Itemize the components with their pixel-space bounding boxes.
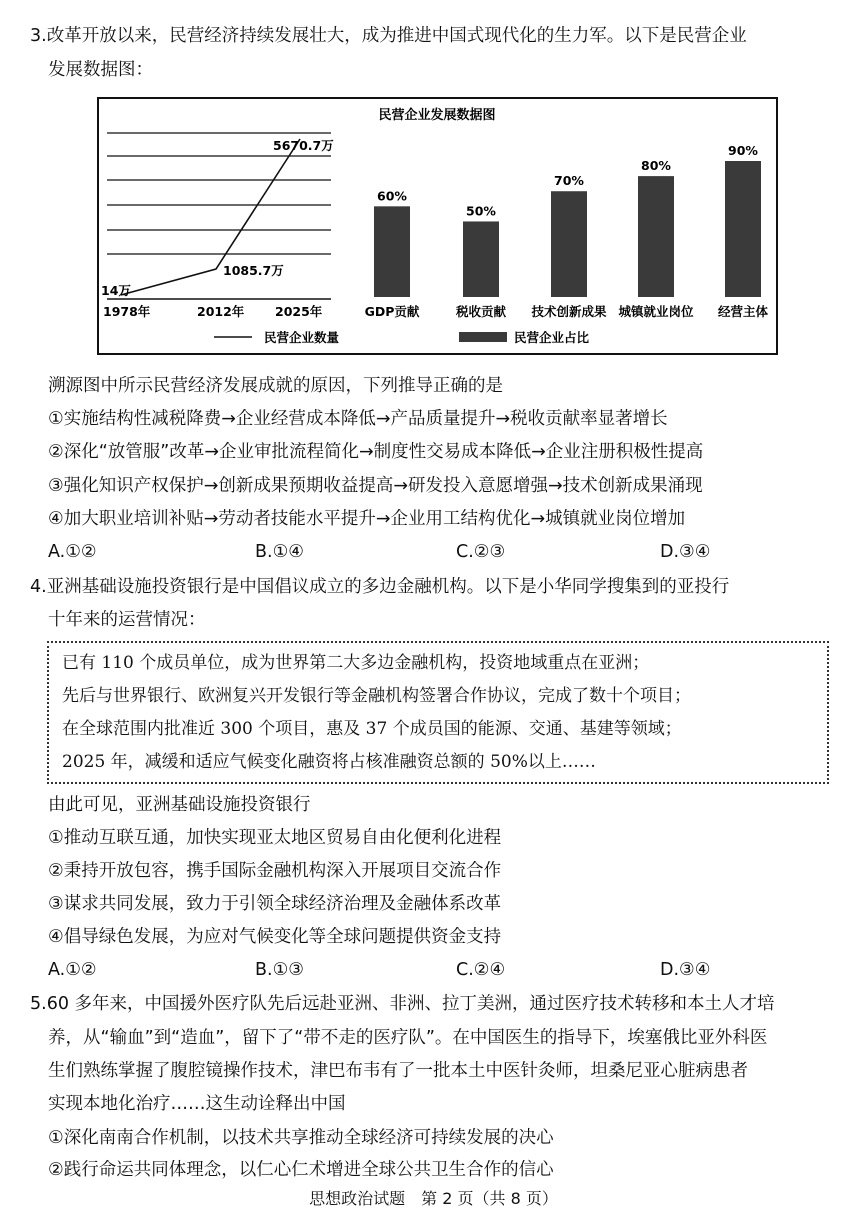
q4-stem-line2: 十年来的运营情况：	[48, 610, 206, 630]
legend-line-label: 民营企业数量	[264, 330, 340, 345]
q3-option-a[interactable]: A.①②	[48, 542, 97, 562]
bar-category-label-1: GDP贡献	[364, 304, 420, 319]
bar-value-label-2: 50%	[466, 203, 496, 219]
bar-category-label-2: 税收贡献	[455, 304, 507, 319]
q5-line-3: 生们熟练掌握了腹腔镜操作技术，津巴布韦有了一批本土中医针灸师，坦桑尼亚心脏病患者	[48, 1061, 748, 1081]
box-line-4: 2025 年，减缓和适应气候变化融资将占核准融资总额的 50%以上……	[62, 752, 596, 772]
q3-option-c[interactable]: C.②③	[456, 542, 506, 562]
line-x-1978: 1978年	[103, 304, 151, 319]
q4-option-d[interactable]: D.③④	[660, 960, 711, 980]
bar-category-label-3: 技术创新成果	[531, 304, 607, 319]
q5-item-2: ②践行命运共同体理念，以仁心仁术增进全球公共卫生合作的信心	[48, 1160, 554, 1180]
legend-bar-label: 民营企业占比	[514, 330, 590, 345]
line-label-1978: 14万	[101, 283, 131, 298]
box-line-3: 在全球范围内批准近 300 个项目，惠及 37 个成员国的能源、交通、基建等领域；	[62, 719, 682, 739]
bar-value-label-5: 90%	[728, 143, 758, 158]
q4-item-4: ④倡导绿色发展，为应对气候变化等全球问题提供资金支持	[48, 927, 502, 947]
page-footer: 思想政治试题 第 2 页（共 8 页）	[309, 1189, 558, 1208]
q3-item-2: ②深化“放管服”改革→企业审批流程简化→制度性交易成本降低→企业注册积极性提高	[48, 442, 704, 462]
q4-item-3: ③谋求共同发展，致力于引领全球经济治理及金融体系改革	[48, 894, 502, 914]
line-x-2025: 2025年	[275, 304, 323, 319]
q4-option-c[interactable]: C.②④	[456, 960, 506, 980]
q3-item-4: ④加大职业培训补贴→劳动者技能水平提升→企业用工结构优化→城镇就业岗位增加	[48, 509, 686, 529]
bar-value-label-4: 80%	[641, 158, 671, 174]
q4-question: 由此可见，亚洲基础设施投资银行	[48, 795, 311, 815]
q4-item-1: ①推动互联互通，加快实现亚太地区贸易自由化便利化进程	[48, 828, 502, 848]
q3-option-b[interactable]: B.①④	[255, 542, 304, 562]
q3-stem-line2: 发展数据图：	[48, 60, 153, 80]
bar-value-label-3: 70%	[554, 173, 584, 189]
line-label-2012: 1085.7万	[223, 263, 284, 278]
q4-item-2: ②秉持开放包容，携手国际金融机构深入开展项目交流合作	[48, 861, 502, 881]
box-line-2: 先后与世界银行、欧洲复兴开发银行等金融机构签署合作协议，完成了数十个项目；	[62, 686, 691, 706]
bar-value-label-1: 60%	[377, 188, 407, 204]
q5-line-2: 养，从“输血”到“造血”，留下了“带不走的医疗队”。在中国医生的指导下，埃塞俄比亚外科医	[48, 1028, 768, 1048]
box-line-1: 已有 110 个成员单位，成为世界第二大多边金融机构，投资地域重点在亚洲；	[62, 653, 650, 673]
q3-item-3: ③强化知识产权保护→创新成果预期收益提高→研发投入意愿增强→技术创新成果涌现	[48, 476, 703, 496]
q4-stem-line1: 4.亚洲基础设施投资银行是中国倡议成立的多边金融机构。以下是小华同学搜集到的亚投行	[30, 577, 730, 597]
q5-line-4: 实现本地化治疗……这生动诠释出中国	[48, 1094, 346, 1114]
q4-option-b[interactable]: B.①③	[255, 960, 304, 980]
q3-item-1: ①实施结构性减税降费→企业经营成本降低→产品质量提升→税收贡献率显著增长	[48, 409, 668, 429]
q5-line-1: 5.60 多年来，中国援外医疗队先后远赴亚洲、非洲、拉丁美洲，通过医疗技术转移和本土人才培	[30, 994, 775, 1014]
line-x-2012: 2012年	[197, 304, 245, 319]
q3-question: 溯源图中所示民营经济发展成就的原因，下列推导正确的是	[48, 376, 503, 396]
line-label-2025: 5670.7万	[273, 138, 334, 153]
q4-option-a[interactable]: A.①②	[48, 960, 97, 980]
bar-category-label-5: 经营主体	[717, 304, 769, 319]
q3-option-d[interactable]: D.③④	[660, 542, 711, 562]
q5-item-1: ①深化南南合作机制，以技术共享推动全球经济可持续发展的决心	[48, 1128, 554, 1148]
q3-stem-line1: 3.改革开放以来，民营经济持续发展壮大，成为推进中国式现代化的生力军。以下是民营企业	[30, 26, 747, 46]
bar-category-label-4: 城镇就业岗位	[618, 304, 694, 319]
chart-title: 民营企业发展数据图	[378, 108, 496, 123]
